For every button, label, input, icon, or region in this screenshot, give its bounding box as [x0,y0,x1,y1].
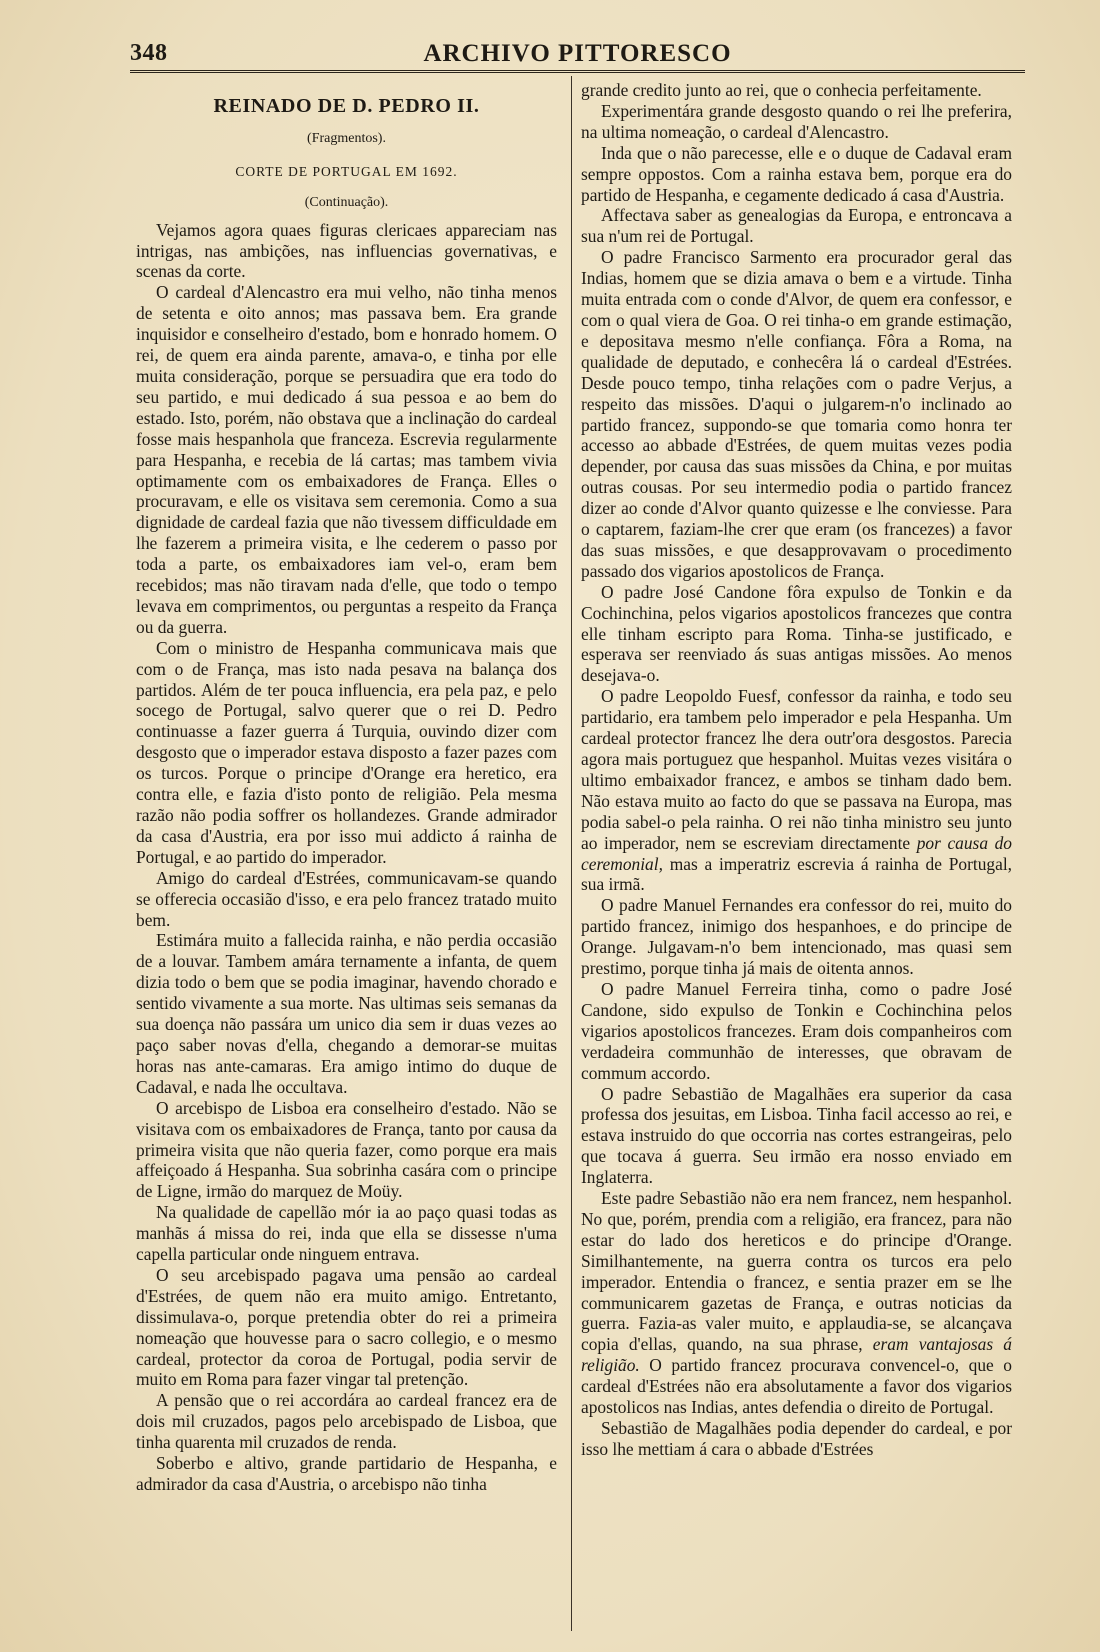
running-head [130,38,1025,72]
right-column [581,80,1012,1460]
paragraph: Na qualidade de capellão mór ia ao paço quasi todas as manhãs á missa do rei, inda que ella se dissesse n'uma capella particular onde ninguem entrava. [136,1202,557,1265]
paragraph: Soberbo e altivo, grande partidario de Hespanha, e admirador da casa d'Austria, o arcebispo não tinha [136,1453,557,1494]
paragraph: Estimára muito a fallecida rainha, e não perdia occasião de a louvar. Tambem amára ternamente a infanta, de quem dizia todo o bem que se podia imaginar, havendo chorado e sentido vivamente a sua morte. Nas ultimas seis semanas da sua doença não passára um unico dia sem ir duas vezes ao paço saber novas d'ella, chegando a demorar-se muitas horas nas ante-camaras. Era amigo intimo do duque de Cadaval, e nada lhe occultava. [136,930,557,1097]
italic-phrase: eram vantajosas á religião. [581,1334,1012,1376]
paragraph: O padre Manuel Fernandes era confessor do rei, muito do partido francez, inimigo dos hespanhoes, e do principe de Orange. Julgavam-n'o bem intencionado, mas quasi sem prestimo, porque tinha já mais de oitenta annos. [581,895,1012,979]
article-subtitle: (Fragmentos). [307,130,386,146]
page-number: 348 [130,40,168,66]
paragraph: O padre Manuel Ferreira tinha, como o padre José Candone, sido expulso de Tonkin e Cochinchina pelos vigarios apostolicos francezes. Eram dois companheiros com verdadeira communhão de interesses, que obravam de commum accordo. [581,978,1012,1083]
article-title: REINADO DE D. PEDRO II. [213,95,480,117]
text-run: Este padre Sebastião não era nem francez, nem hespanhol. No que, porém, prendia com a religião, era francez, para não estar do lado dos hereticos e do principe d'Orange. Similhantemente, na guerra contra os turcos era pelo imperador. Entendia o francez, e sentia prazer em se lhe communicarem gazetas de França, e outras noticias da guerra. Fazia-as valer muito, e applaudia-se, se alcançava copia d'ellas, quando, na sua phrase, [581,1188,1012,1355]
paragraph: A pensão que o rei accordára ao cardeal francez era de dois mil cruzados, pagos pelo arcebispado de Lisboa, que tinha quarenta mil cruzados de renda. [136,1390,557,1453]
paragraph: Vejamos agora quaes figuras clericaes appareciam nas intrigas, nas ambições, nas influencias governativas, e scenas da corte. [136,219,557,282]
paragraph: Amigo do cardeal d'Estrées, communicavam-se quando se offerecia occasião d'isso, e era pelo francez tratado muito bem. [136,867,557,930]
article-section-heading: CORTE DE PORTUGAL EM 1692. [235,163,458,179]
text-run: mas a imperatriz escrevia á rainha de Portugal, sua irmã. [581,853,1012,895]
paragraph: O cardeal d'Alencastro era mui velho, não tinha menos de setenta e oito annos; mas passava bem. Era grande inquisidor e conselheiro d'estado, bom e honrado homem. O rei, de quem era ainda parente, amava-o, e tinha por elle muita consideração, porque se persuadira que era todo do seu partido, e mui dedicado á sua pessoa e ao bem do estado. Isto, porém, não obstava que a inclinação do cardeal fosse mais hespanhola que franceza. Escrevia regularmente para Hespanha, e recebia de lá cartas; mas tambem vivia optimamente com os embaixadores de França. Elles o procuravam, e elle os visitava sem ceremonia. Como a sua dignidade de cardeal fazia que não tivessem difficuldade em lhe fazerem a primeira visita, e lhe cederem o passo por toda a parte, os embaixadores iam vel-o, eram bem recebidos; mas não tiravam nada d'elle, que todo o tempo levava em comprimentos, ou perguntas a respeito da França ou da guerra. [136,282,557,637]
italic-phrase: por causa do ceremonial, [581,832,1012,874]
paragraph: O padre José Candone fôra expulso de Tonkin e da Cochinchina, pelos vigarios apostolicos francezes que contra elle tinham escripto para Roma. Tinha-se justificado, e esperava ser reenviado ás suas antigas missões. Ao menos desejava-o. [581,581,1012,686]
journal-title: ARCHIVO PITTORESCO [423,40,732,67]
text-run: O padre Leopoldo Fuesf, confessor da rainha, e todo seu partidario, era tambem pelo imperador e pela Hespanha. Um cardeal protector francez lhe dera outr'ora desgostos. Parecia agora mais portuguez que hespanhol. Muitas vezes visitára o ultimo embaixador francez, e ambos se tinham dado bem. Não estava muito ao facto do que se passava na Europa, mas podia sabel-o pela rainha. O rei não tinha ministro seu junto ao imperador, nem se escreviam directamente [581,686,1012,853]
paragraph: Experimentára grande desgosto quando o rei lhe preferira, na ultima nomeação, o cardeal d'Alencastro. [581,100,1012,142]
paragraph: O padre Sebastião de Magalhães era superior da casa professa dos jesuitas, em Lisboa. Tinha facil accesso ao rei, e estava instruido do que occorria nas cortes estrangeiras, pelo que tocava á guerra. Seu irmão era nosso enviado em Inglaterra. [581,1083,1012,1188]
column-divider [571,76,572,1631]
paragraph: Inda que o não parecesse, elle e o duque de Cadaval eram sempre oppostos. Com a rainha estava bem, porque era do partido de Hespanha, e cegamente dedicado á casa d'Austria. [581,142,1012,205]
paragraph-continued: grande credito junto ao rei, que o conhecia perfeitamente. [581,80,982,100]
header-rule [130,70,1025,73]
article-continuation-note: (Continuação). [304,194,389,210]
left-column [136,80,557,1495]
paragraph: O seu arcebispado pagava uma pensão ao cardeal d'Estrées, de quem não era muito amigo. Entretanto, dissimulava-o, porque pretendia obter do rei a primeira nomeação que houvesse para o sacro collegio, e o mesmo cardeal, protector da coroa de Portugal, podia servir de muito em Roma para fazer vingar tal pretenção. [136,1264,557,1390]
paragraph: Com o ministro de Hespanha communicava mais que com o de França, mas isto nada pesava na balança dos partidos. Além de ter pouca influencia, era pela paz, e pelo socego de Portugal, salvo querer que o rei D. Pedro continuasse a fazer guerra á Turquia, ouvindo dizer com desgosto que o imperador estava disposto a fazer pazes com os turcos. Porque o principe d'Orange era heretico, era contra elle, e fazia d'isto ponto de religião. Pela mesma razão não podia soffrer os hollandezes. Grande admirador da casa d'Austria, era por isso mui addicto á rainha de Portugal, e ao partido do imperador. [136,637,557,867]
paragraph: O arcebispo de Lisboa era conselheiro d'estado. Não se visitava com os embaixadores de França, tanto por causa da primeira visita que não queria fazer, como porque era mais affeiçoado á Hespanha. Sua sobrinha casára com o principe de Ligne, irmão do marquez de Moüy. [136,1097,557,1202]
paragraph: Affectava saber as genealogias da Europa, e entroncava a sua n'um rei de Portugal. [581,205,1012,247]
text-run: O partido francez procurava convencel-o, que o cardeal d'Estrées não era absolutamente a favor dos vigarios apostolicos nas Indias, antes defendia o direito de Portugal. [581,1355,1012,1418]
paragraph: Sebastião de Magalhães podia depender do cardeal, e por isso lhe mettiam á cara o abbade d'Estrées [581,1418,1012,1459]
paragraph: O padre Francisco Sarmento era procurador geral das Indias, homem que se dizia amava o bem e a virtude. Tinha muita entrada com o conde d'Alvor, de quem era confessor, e com o qual viera de Goa. O rei tinha-o em grande estimação, e depositava mesmo n'elle confiança. Fôra a Roma, na qualidade de deputado, e conhecêra lá o cardeal d'Estrées. Desde pouco tempo, tinha relações com o padre Verjus, a respeito das missões. D'aqui o julgarem-n'o inclinado ao partido francez, suppondo-se que tomaria como honra ter accesso ao abbade d'Estrées, de quem muitas vezes podia depender, por causa das suas missões da China, e por muitas outras cousas. Por seu intermedio podia o partido francez dizer ao conde d'Alvor quanto quizesse e lhe conviesse. Para o captarem, faziam-lhe crer que eram (os francezes) a favor das suas missões, e que desapprovavam o procedimento passado dos vigarios apostolicos de França. [581,247,1012,581]
paragraph [581,1188,1012,1418]
paragraph [581,686,1012,895]
